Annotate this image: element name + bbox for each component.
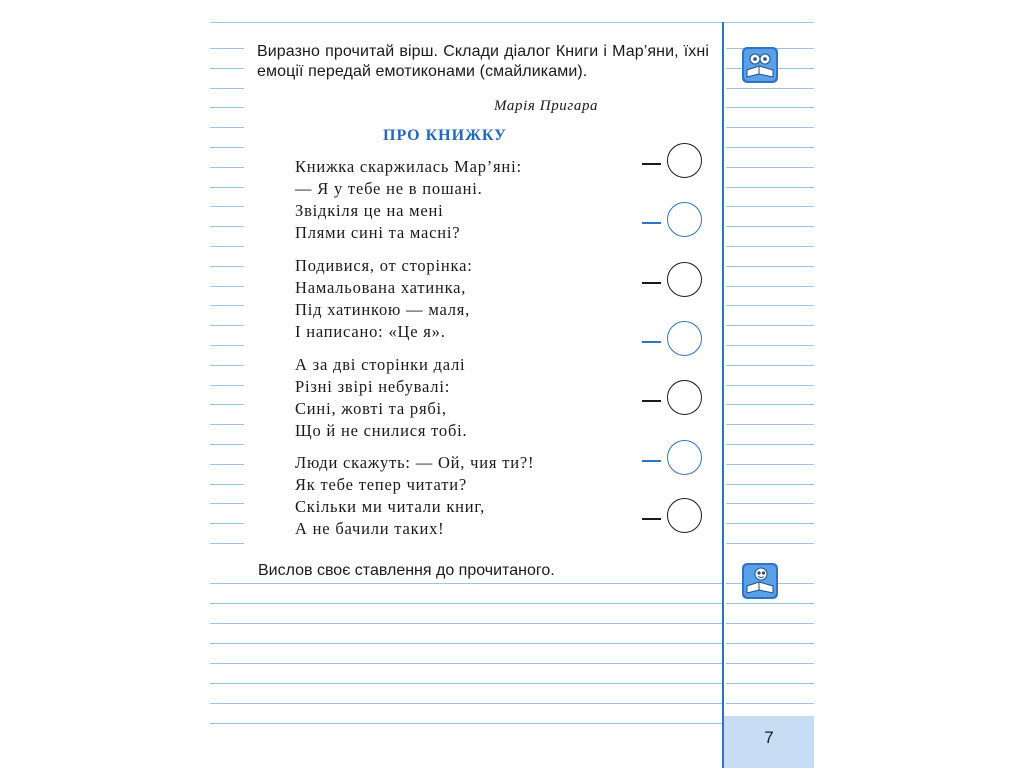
rule-line [210,187,244,188]
verse-line: Різні звірі небувалі: [295,377,451,396]
rule-line [210,325,244,326]
rule-line [210,68,244,69]
verse-line: Книжка скаржилась Мар’яні: [295,157,522,176]
verse-line: Сині, жовті та рябі, [295,399,447,418]
emoticon-slot-3[interactable] [642,262,722,302]
rule-line [726,404,814,405]
rule-line [726,345,814,346]
rule-line [210,543,244,544]
rule-line [210,703,722,704]
verse-line: А не бачили таких! [295,519,445,538]
rule-line [210,503,244,504]
rule-line [726,325,814,326]
rule-line [726,88,814,89]
rule-line [210,107,244,108]
rule-line [726,226,814,227]
rule-line [726,603,814,604]
stanza-1 [295,156,635,244]
rule-line [726,167,814,168]
rule-line [726,365,814,366]
rule-line [210,127,244,128]
dialog-dash [642,518,661,520]
margin-line [722,22,724,768]
rule-line [726,147,814,148]
rule-line [726,503,814,504]
verse-line: Як тебе тепер читати? [295,475,467,494]
emoticon-circle[interactable] [667,262,702,297]
rule-line [210,385,244,386]
emoticon-slot-1[interactable] [642,143,722,183]
rule-line [726,385,814,386]
rule-line [210,286,244,287]
emoticon-slot-5[interactable] [642,380,722,420]
task-instruction: Виразно прочитай вірш. Склади діалог Книги і Мар’яни, їхні емоції передай емотиконами (смайликами). [257,43,709,80]
rule-line [726,484,814,485]
rule-line [210,266,244,267]
verse-line: Подивися, от сторінка: [295,256,473,275]
emoticon-circle[interactable] [667,380,702,415]
rule-line [210,226,244,227]
rule-line [726,523,814,524]
emoticon-circle[interactable] [667,321,702,356]
verse-line: А за дві сторінки далі [295,355,466,374]
rule-line [210,683,722,684]
rule-line [210,147,244,148]
rule-line [726,286,814,287]
rule-line [210,404,244,405]
dialog-dash [642,222,661,224]
dialog-dash [642,400,661,402]
rule-line [210,623,722,624]
poem-title: ПРО КНИЖКУ [383,127,507,144]
dialog-dash [642,163,661,165]
rule-line [210,167,244,168]
rule-line [726,246,814,247]
verse-line: Люди скажуть: — Ой, чия ти?! [295,453,535,472]
rule-line [210,464,244,465]
rule-line [726,187,814,188]
rule-line [726,305,814,306]
rule-line [210,583,722,584]
emoticon-circle[interactable] [667,498,702,533]
emoticon-slot-7[interactable] [642,498,722,538]
poem-author: Марія Пригара [494,98,599,114]
rule-line [726,703,814,704]
verse-line: Що й не снилися тобі. [295,421,468,440]
verse-line: Скільки ми читали книг, [295,497,486,516]
rule-line [726,127,814,128]
dialog-dash [642,341,661,343]
page-number-box [724,716,814,768]
rule-line [726,663,814,664]
rule-line [726,543,814,544]
rule-line [210,523,244,524]
verse-line: І написано: «Це я». [295,322,446,341]
dialog-dash [642,460,661,462]
verse-line: — Я у тебе не в пошані. [295,179,483,198]
reading-book-icon [741,562,779,600]
rule-line [210,603,722,604]
stanza-3 [295,354,635,442]
rule-line [210,484,244,485]
emoticon-circle[interactable] [667,440,702,475]
rule-line [210,305,244,306]
rule-line [210,206,244,207]
rule-line [210,723,722,724]
emoticon-slot-6[interactable] [642,440,722,480]
rule-line [210,424,244,425]
verse-line: Намальована хатинка, [295,278,467,297]
task-instruction-bottom: Вислов своє ставлення до прочитаного. [258,562,555,579]
rule-line [210,345,244,346]
emoticon-slot-2[interactable] [642,202,722,242]
rule-line [726,444,814,445]
rule-line [210,444,244,445]
rule-line [210,48,244,49]
emoticon-slot-4[interactable] [642,321,722,361]
rule-line [210,88,244,89]
rule-line [726,266,814,267]
emoticon-circle[interactable] [667,143,702,178]
verse-line: Плями сині та масні? [295,223,461,242]
dialog-dash [642,282,661,284]
rule-line [726,464,814,465]
verse-line: Звідкіля це на мені [295,201,444,220]
stanza-4 [295,452,635,540]
rule-line [726,643,814,644]
verse-line: Під хатинкою — маля, [295,300,471,319]
rule-line [726,424,814,425]
rule-line [210,643,722,644]
rule-line [210,663,722,664]
rule-line [210,246,244,247]
page-number: 7 [764,728,774,747]
rule-line [726,623,814,624]
rule-line [726,107,814,108]
reading-book-icon [741,46,779,84]
stanza-2 [295,255,635,343]
rule-line [726,683,814,684]
emoticon-circle[interactable] [667,202,702,237]
rule-line [726,206,814,207]
rule-line [210,365,244,366]
